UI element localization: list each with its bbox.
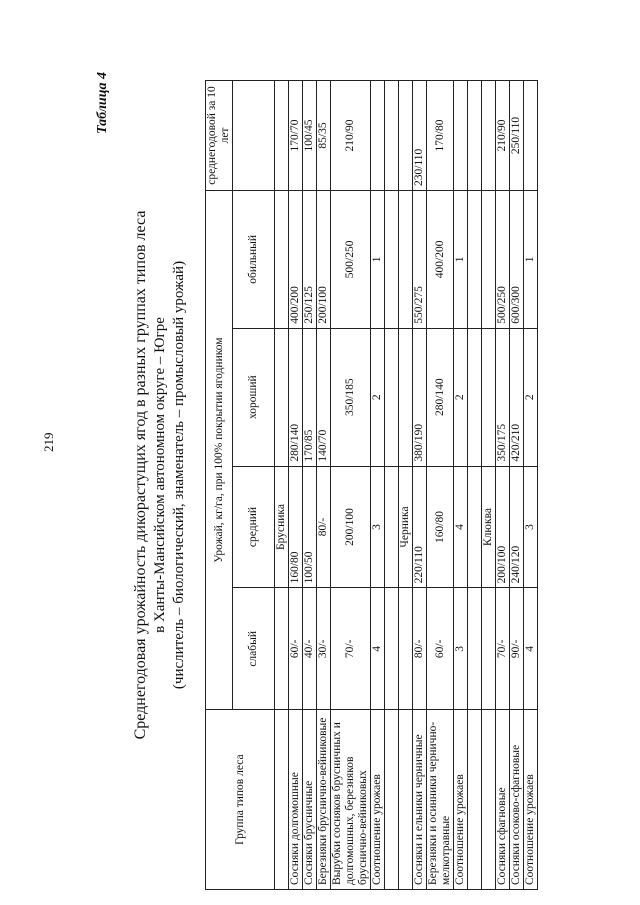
cell-group: Сосняки и ельники черничные <box>413 710 427 890</box>
spacer-row <box>385 81 399 890</box>
cell-medium: 160/80 <box>427 466 454 588</box>
header-avg: среднегодовой за 10 лет <box>206 81 233 191</box>
ratio-row <box>454 81 468 890</box>
cell-medium: 220/110 <box>413 466 427 588</box>
ratio-row <box>524 81 538 890</box>
cell-good: 350/185 <box>331 328 371 466</box>
section-row <box>399 81 413 890</box>
section-name: Черника <box>399 466 413 588</box>
cell-abundant: 250/125 <box>303 190 317 328</box>
table-title-line-3: (числитель – биологический, знаменатель – промысловый урожай) <box>171 260 187 690</box>
cell-group: Соотношение урожаев <box>454 710 468 890</box>
cell-good: 380/190 <box>413 328 427 466</box>
header-avg-blank <box>233 81 275 191</box>
cell-avg: 85/35 <box>317 81 331 191</box>
cell-avg: 100/45 <box>303 81 317 191</box>
table-row <box>413 81 427 890</box>
cell-medium: 200/100 <box>496 466 510 588</box>
table-row <box>303 81 317 890</box>
cell-good: 280/140 <box>289 328 303 466</box>
page-number: 219 <box>41 432 56 452</box>
cell-abundant: 200/100 <box>317 190 331 328</box>
table-title-line-1: Среднегодовая урожайность дикорастущих ягод в разных группах типов леса <box>132 210 149 740</box>
cell-weak: 30/- <box>317 588 331 710</box>
cell-avg: 170/70 <box>289 81 303 191</box>
table-title-line-2: в Ханты-Мансийском автономном округе – Югре <box>152 317 168 633</box>
header-weak: слабый <box>233 588 275 710</box>
cell-good: 420/210 <box>510 328 524 466</box>
cell-good: 170/85 <box>303 328 317 466</box>
cell-medium: 240/120 <box>510 466 524 588</box>
section-row <box>482 81 496 890</box>
cell-weak: 70/- <box>331 588 371 710</box>
header-good: хороший <box>233 328 275 466</box>
cell-medium: 160/80 <box>289 466 303 588</box>
cell-abundant: 400/200 <box>289 190 303 328</box>
section-name: Клюква <box>482 466 496 588</box>
header-medium: средний <box>233 466 275 588</box>
cell-good: 2 <box>524 328 538 466</box>
cell-group: Соотношение урожаев <box>524 710 538 890</box>
cell-medium: 80/- <box>317 466 331 588</box>
cell-group: Березняки и осинники чернично-мелкотравные <box>427 710 454 890</box>
cell-abundant: 400/200 <box>427 190 454 328</box>
cell-abundant: 550/275 <box>413 190 427 328</box>
cell-abundant: 500/250 <box>331 190 371 328</box>
table-row <box>510 81 524 890</box>
section-name: Брусника <box>275 466 289 588</box>
table-row <box>331 81 371 890</box>
table-label: Таблица 4 <box>95 72 110 134</box>
cell-abundant: 1 <box>371 190 385 328</box>
yield-table <box>205 80 538 890</box>
cell-abundant: 1 <box>454 190 468 328</box>
cell-group: Соотношение урожаев <box>371 710 385 890</box>
cell-medium: 100/50 <box>303 466 317 588</box>
cell-medium: 3 <box>524 466 538 588</box>
cell-good: 280/140 <box>427 328 454 466</box>
cell-weak: 4 <box>524 588 538 710</box>
header-group: Группа типов леса <box>206 710 275 890</box>
cell-weak: 40/- <box>303 588 317 710</box>
title-block <box>95 60 189 890</box>
cell-group: Сосняки сфагновые <box>496 710 510 890</box>
ratio-row <box>371 81 385 890</box>
cell-medium: 200/100 <box>331 466 371 588</box>
cell-group: Сосняки брусничные <box>303 710 317 890</box>
cell-abundant: 1 <box>524 190 538 328</box>
cell-avg: 210/90 <box>331 81 371 191</box>
cell-medium: 4 <box>454 466 468 588</box>
cell-group: Вырубки сосняков брусничных и долгомошных, березняков бруснично-вейниковых <box>331 710 371 890</box>
header-yield-span: Урожай, кг/га, при 100% покрытии ягодником <box>206 190 233 709</box>
cell-good: 2 <box>454 328 468 466</box>
cell-weak: 60/- <box>427 588 454 710</box>
cell-weak: 70/- <box>496 588 510 710</box>
cell-abundant: 600/300 <box>510 190 524 328</box>
table-row <box>496 81 510 890</box>
cell-weak: 80/- <box>413 588 427 710</box>
cell-abundant: 500/250 <box>496 190 510 328</box>
cell-avg: 230/110 <box>413 81 427 191</box>
cell-avg: 170/80 <box>427 81 454 191</box>
cell-avg: 210/90 <box>496 81 510 191</box>
cell-weak: 90/- <box>510 588 524 710</box>
cell-group: Березняки бруснично-вейниковые <box>317 710 331 890</box>
cell-weak: 4 <box>371 588 385 710</box>
section-row <box>275 81 289 890</box>
cell-good: 2 <box>371 328 385 466</box>
table-row <box>317 81 331 890</box>
table-row <box>289 81 303 890</box>
spacer-row <box>468 81 482 890</box>
header-abundant: обильный <box>233 190 275 328</box>
cell-group: Сосняки осоково-сфагновые <box>510 710 524 890</box>
cell-avg: 250/110 <box>510 81 524 191</box>
cell-medium: 3 <box>371 466 385 588</box>
rotated-page-content <box>95 60 536 890</box>
table-row <box>427 81 454 890</box>
cell-group: Сосняки долгомошные <box>289 710 303 890</box>
cell-good: 140/70 <box>317 328 331 466</box>
cell-weak: 60/- <box>289 588 303 710</box>
cell-weak: 3 <box>454 588 468 710</box>
cell-good: 350/175 <box>496 328 510 466</box>
